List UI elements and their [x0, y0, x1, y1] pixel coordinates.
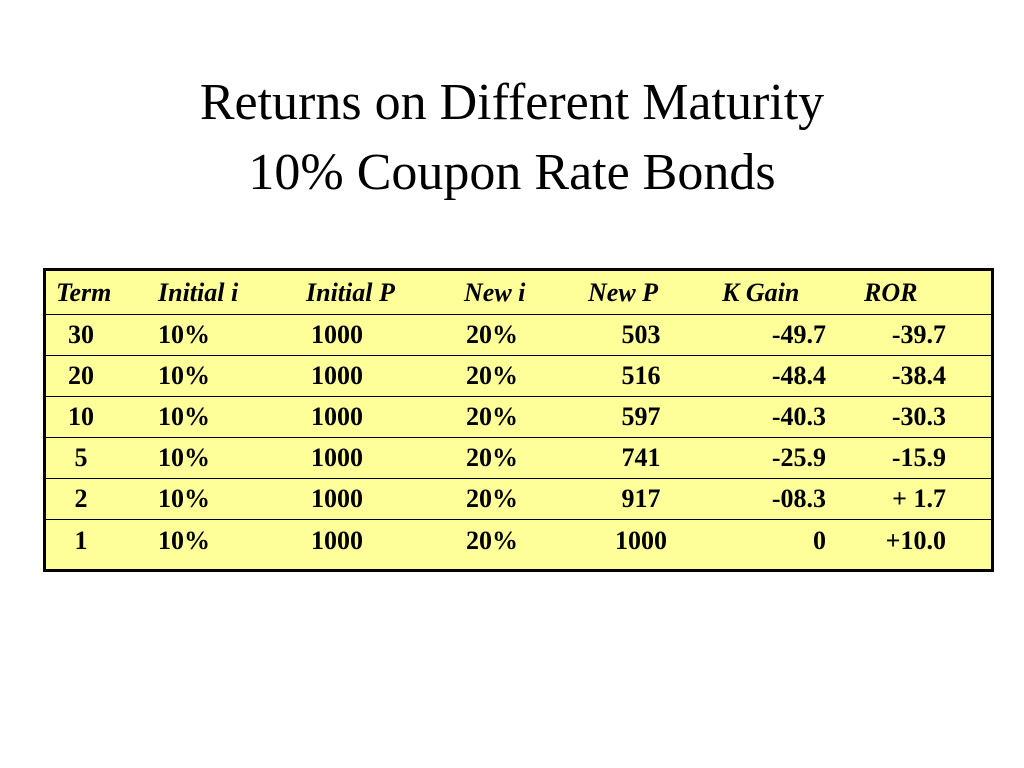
cell-k-gain: -49.7: [771, 320, 826, 349]
bond-returns-table: [43, 268, 994, 572]
cell-term: [56, 397, 106, 437]
cell-term: [56, 315, 106, 355]
cell-ror: +10.0: [885, 525, 946, 555]
table-row: [46, 479, 991, 520]
cell-initial-i: 10%: [158, 525, 210, 555]
term-value: 5: [74, 443, 88, 472]
table-header-row: [46, 271, 991, 315]
title-line-1: Returns on Different Maturity: [199, 74, 825, 131]
cell-initial-i: 10%: [158, 320, 210, 349]
cell-term: [56, 479, 106, 519]
cell-term: [56, 356, 106, 396]
term-value: 1: [74, 525, 88, 555]
cell-new-p: 597: [621, 402, 661, 431]
header-new-i: New i: [464, 277, 526, 307]
cell-term: [56, 520, 106, 561]
cell-ror: -38.4: [891, 361, 946, 390]
cell-ror: -39.7: [891, 320, 946, 349]
cell-initial-i: 10%: [158, 361, 210, 390]
cell-new-i: 20%: [466, 525, 518, 555]
cell-initial-i: 10%: [158, 402, 210, 431]
cell-new-p: 516: [621, 361, 661, 390]
cell-new-p: 741: [621, 443, 661, 472]
cell-initial-p: 1000: [311, 361, 363, 390]
header-new-p: New P: [588, 277, 659, 307]
cell-new-i: 20%: [466, 361, 518, 390]
table-row: [46, 356, 991, 397]
header-k-gain: K Gain: [722, 277, 800, 307]
table-row: [46, 520, 991, 561]
cell-new-i: 20%: [466, 402, 518, 431]
cell-initial-i: 10%: [158, 443, 210, 472]
title-line-2: 10% Coupon Rate Bonds: [248, 144, 776, 201]
table-row: [46, 315, 991, 356]
cell-new-p: 1000: [615, 525, 667, 555]
cell-new-p: 503: [621, 320, 661, 349]
header-initial-p: Initial P: [306, 277, 395, 307]
cell-new-i: 20%: [466, 320, 518, 349]
cell-new-i: 20%: [466, 484, 518, 513]
cell-initial-p: 1000: [311, 402, 363, 431]
cell-initial-p: 1000: [311, 484, 363, 513]
table-row: [46, 438, 991, 479]
cell-k-gain: -25.9: [771, 443, 826, 472]
table-row: [46, 397, 991, 438]
header-initial-i: Initial i: [158, 277, 239, 307]
cell-new-i: 20%: [466, 443, 518, 472]
cell-initial-p: 1000: [311, 525, 363, 555]
cell-new-p: 917: [621, 484, 661, 513]
cell-initial-i: 10%: [158, 484, 210, 513]
cell-ror: -30.3: [891, 402, 946, 431]
cell-ror: -15.9: [891, 443, 946, 472]
term-value: 10: [68, 402, 94, 431]
cell-k-gain: -40.3: [771, 402, 826, 431]
term-value: 20: [68, 361, 94, 390]
header-term: Term: [56, 277, 112, 307]
cell-k-gain: 0: [813, 525, 826, 555]
cell-k-gain: -08.3: [771, 484, 826, 513]
header-ror: ROR: [864, 277, 918, 307]
cell-initial-p: 1000: [311, 320, 363, 349]
cell-term: [56, 438, 106, 478]
term-value: 30: [68, 320, 94, 349]
slide-title: [0, 68, 1024, 208]
term-value: 2: [74, 484, 88, 513]
cell-ror: + 1.7: [892, 484, 946, 513]
cell-k-gain: -48.4: [771, 361, 826, 390]
cell-initial-p: 1000: [311, 443, 363, 472]
